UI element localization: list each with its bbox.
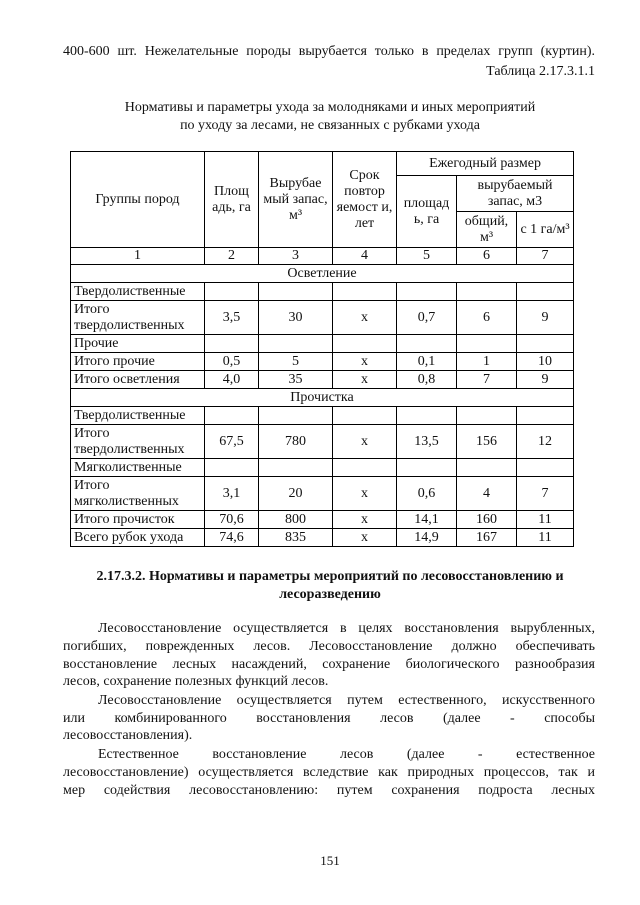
row-cell: 67,5 <box>205 425 259 459</box>
row-cell: 0,6 <box>397 477 457 511</box>
row-cell <box>333 335 397 353</box>
column-numbers-row <box>71 248 574 265</box>
row-cell <box>205 283 259 301</box>
row-cell <box>205 335 259 353</box>
table-row <box>71 407 574 425</box>
paragraph-line: мер содействия лесовосстановлению: путем сохранения подроста лесных <box>63 783 595 798</box>
row-cell: 10 <box>517 353 574 371</box>
paragraph-line: Лесовосстановление осуществляется путем естественного, искусственного <box>98 693 595 708</box>
row-cell: х <box>333 353 397 371</box>
row-cell: 30 <box>259 301 333 335</box>
paragraph-line: лесов, сохранение полезных функций лесов. <box>63 674 329 689</box>
row-label: Прочие <box>71 335 205 353</box>
paragraph-line: Естественное восстановление лесов (далее - естественное <box>98 747 595 762</box>
row-cell: 3,5 <box>205 301 259 335</box>
table-row <box>71 459 574 477</box>
row-cell <box>259 283 333 301</box>
table-reference: Таблица 2.17.3.1.1 <box>486 64 595 79</box>
col-num: 5 <box>397 248 457 265</box>
row-cell <box>205 459 259 477</box>
row-cell: 167 <box>457 529 517 547</box>
row-cell <box>333 283 397 301</box>
row-cell <box>333 407 397 425</box>
page-number: 151 <box>320 853 340 868</box>
row-cell: 74,6 <box>205 529 259 547</box>
col-num: 3 <box>259 248 333 265</box>
row-cell: 7 <box>517 477 574 511</box>
header-groups: Группы пород <box>71 152 205 248</box>
row-cell: 6 <box>457 301 517 335</box>
row-cell: 5 <box>259 353 333 371</box>
row-cell <box>397 459 457 477</box>
row-label: Твердолиственные <box>71 407 205 425</box>
row-cell: 11 <box>517 529 574 547</box>
row-cell: 0,1 <box>397 353 457 371</box>
paragraph-line: восстановление лесных насаждений, сохранение биологического разнообразия <box>63 657 595 672</box>
row-cell: 7 <box>457 371 517 389</box>
row-cell <box>259 407 333 425</box>
row-cell: 156 <box>457 425 517 459</box>
table-row <box>71 371 574 389</box>
row-cell: 14,1 <box>397 511 457 529</box>
row-cell <box>397 283 457 301</box>
row-cell: х <box>333 477 397 511</box>
row-cell <box>457 335 517 353</box>
table-row <box>71 283 574 301</box>
row-cell <box>333 459 397 477</box>
row-cell <box>259 335 333 353</box>
row-label: Твердолиственные <box>71 283 205 301</box>
row-label: Мягколиственные <box>71 459 205 477</box>
row-cell: 1 <box>457 353 517 371</box>
header-annual-area: площад ь, га <box>397 176 457 248</box>
row-cell <box>517 283 574 301</box>
row-cell: 4,0 <box>205 371 259 389</box>
paragraph-line: погибших, поврежденных лесов. Лесовосстановление должно обеспечивать <box>63 639 595 654</box>
col-num: 1 <box>71 248 205 265</box>
row-cell: 4 <box>457 477 517 511</box>
header-cut-stock: Вырубае мый запас, м³ <box>259 152 333 248</box>
paragraph-line: лесовосстановление) осуществляется вследствие как природных процессов, так и <box>63 765 595 780</box>
col-num: 2 <box>205 248 259 265</box>
row-cell: 780 <box>259 425 333 459</box>
row-cell <box>457 459 517 477</box>
col-num: 7 <box>517 248 574 265</box>
row-cell: 12 <box>517 425 574 459</box>
col-num: 4 <box>333 248 397 265</box>
row-cell: 3,1 <box>205 477 259 511</box>
row-cell <box>397 407 457 425</box>
row-cell: 835 <box>259 529 333 547</box>
row-cell: 35 <box>259 371 333 389</box>
table-row <box>71 335 574 353</box>
row-cell: 13,5 <box>397 425 457 459</box>
row-cell <box>205 407 259 425</box>
row-label: Итого прочисток <box>71 511 205 529</box>
row-cell <box>397 335 457 353</box>
header-period: Срок повтор яемост и, лет <box>333 152 397 248</box>
row-cell <box>457 407 517 425</box>
row-cell: 0,8 <box>397 371 457 389</box>
row-cell <box>457 283 517 301</box>
table-title-line-2: по уходу за лесами, не связанных с рубками ухода <box>180 118 480 133</box>
table-row <box>71 301 574 335</box>
row-cell: 800 <box>259 511 333 529</box>
row-cell: 70,6 <box>205 511 259 529</box>
row-cell: х <box>333 529 397 547</box>
row-cell: 11 <box>517 511 574 529</box>
row-cell: х <box>333 425 397 459</box>
row-cell <box>517 407 574 425</box>
row-label: Всего рубок ухода <box>71 529 205 547</box>
section-heading-line-1: 2.17.3.2. Нормативы и параметры мероприятий по лесовосстановлению и <box>96 569 564 584</box>
row-cell: х <box>333 511 397 529</box>
row-cell <box>517 459 574 477</box>
paragraph-line: Лесовосстановление осуществляется в целях восстановления вырубленных, <box>98 621 595 636</box>
table-row <box>71 511 574 529</box>
row-cell: 14,9 <box>397 529 457 547</box>
row-label: Итого твердолиственных <box>71 301 205 335</box>
section-header-prochistka: Прочистка <box>71 389 574 407</box>
table-title-line-1: Нормативы и параметры ухода за молодняками и иных мероприятий <box>124 100 536 115</box>
row-cell: 20 <box>259 477 333 511</box>
section-header-osvetlenie: Осветление <box>71 265 574 283</box>
header-total: общий, м³ <box>457 212 517 248</box>
row-cell: 0,7 <box>397 301 457 335</box>
paragraph-line: или комбинированного восстановления лесов (далее - способы <box>63 711 595 726</box>
col-num: 6 <box>457 248 517 265</box>
section-heading-line-2: лесоразведению <box>279 587 381 602</box>
row-cell: 0,5 <box>205 353 259 371</box>
row-cell <box>517 335 574 353</box>
norms-table <box>70 151 574 547</box>
header-annual-cut: вырубаемый запас, м3 <box>457 176 574 212</box>
row-label: Итого прочие <box>71 353 205 371</box>
top-text-line: 400-600 шт. Нежелательные породы вырубается только в пределах групп (куртин). <box>63 44 595 59</box>
row-cell: х <box>333 301 397 335</box>
row-cell <box>259 459 333 477</box>
row-cell: 9 <box>517 371 574 389</box>
table-row <box>71 529 574 547</box>
row-cell: 160 <box>457 511 517 529</box>
row-cell: х <box>333 371 397 389</box>
header-per-ha: с 1 га/м³ <box>517 212 574 248</box>
row-cell: 9 <box>517 301 574 335</box>
row-label: Итого мягколиственных <box>71 477 205 511</box>
header-area: Площ адь, га <box>205 152 259 248</box>
row-label: Итого осветления <box>71 371 205 389</box>
paragraph-line: лесовосстановления). <box>63 728 193 743</box>
table-row <box>71 353 574 371</box>
header-annual: Ежегодный размер <box>397 152 574 176</box>
table-row <box>71 425 574 459</box>
table-row <box>71 477 574 511</box>
row-label: Итого твердолиственных <box>71 425 205 459</box>
